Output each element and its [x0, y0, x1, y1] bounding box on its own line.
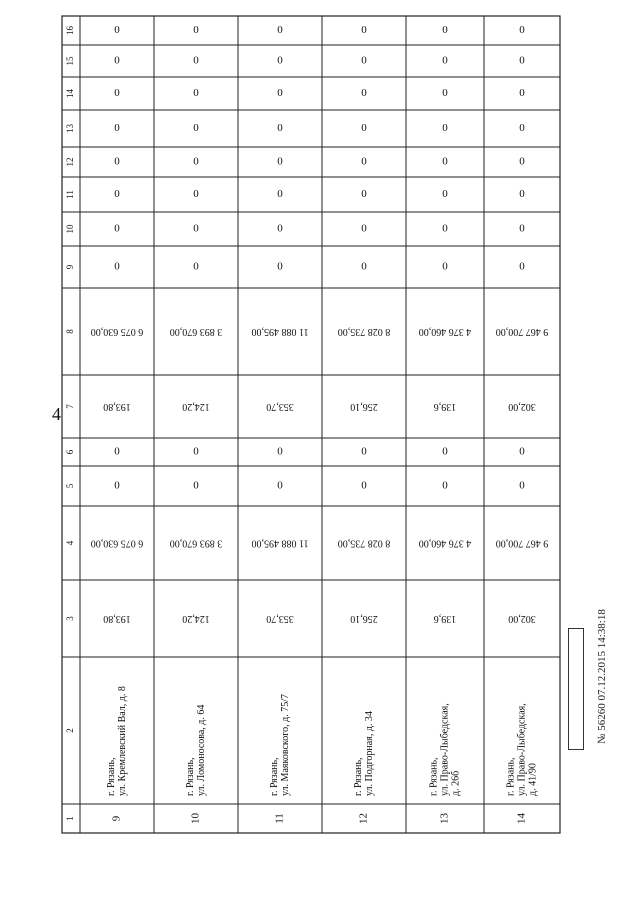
zero-cell: 0	[193, 222, 199, 235]
area-cell: 124,20	[182, 401, 210, 413]
column-number-14: 14	[65, 89, 76, 98]
address-line: г. Рязань,	[105, 757, 117, 796]
zero-cell: 0	[361, 87, 367, 100]
address-line: ул. Право-Лыбедская,	[439, 703, 451, 796]
column-number-9: 9	[65, 264, 76, 270]
registration-stamp	[568, 628, 584, 750]
value-cell: 8 028 735,00	[337, 326, 391, 338]
zero-cell: 0	[193, 479, 199, 492]
zero-cell: 0	[193, 54, 199, 67]
zero-cell: 0	[442, 54, 448, 67]
address-line: ул. Ломоносова, д. 64	[195, 704, 207, 796]
zero-cell: 0	[361, 222, 367, 235]
value-cell: 6 075 630,00	[90, 326, 144, 338]
column-number-12: 12	[65, 157, 76, 167]
zero-cell: 0	[442, 87, 448, 100]
address-line: д. 26б	[450, 770, 462, 796]
area-cell: 302,00	[508, 401, 536, 413]
value-cell: 4 376 460,00	[418, 537, 472, 549]
column-number-4: 4	[65, 540, 76, 546]
zero-cell: 0	[277, 155, 283, 168]
address-line: г. Рязань,	[428, 757, 440, 796]
value-cell: 9 467 700,00	[495, 326, 549, 338]
address-line: ул. Маяковского, д. 75/7	[279, 693, 291, 796]
area-cell: 139,6	[433, 401, 457, 413]
row-number-cell: 14	[515, 813, 528, 824]
zero-cell: 0	[114, 24, 120, 37]
zero-cell: 0	[519, 222, 525, 235]
column-number-2: 2	[65, 728, 76, 733]
zero-cell: 0	[193, 24, 199, 37]
column-number-1: 1	[65, 816, 76, 821]
table-border	[62, 16, 560, 833]
zero-cell: 0	[193, 87, 199, 100]
page-number: 4	[52, 404, 61, 424]
zero-cell: 0	[442, 24, 448, 37]
address-line: ул. Подгорная, д. 34	[363, 711, 375, 796]
zero-cell: 0	[277, 445, 283, 458]
zero-cell: 0	[361, 24, 367, 37]
address-line: ул. Кремлевский Вал, д. 8	[116, 686, 128, 796]
area-cell: 139,6	[433, 613, 457, 625]
zero-cell: 0	[519, 54, 525, 67]
row-number-cell: 10	[189, 813, 202, 824]
area-cell: 302,00	[508, 613, 536, 625]
zero-cell: 0	[114, 222, 120, 235]
zero-cell: 0	[114, 188, 120, 201]
area-cell: 193,80	[103, 401, 131, 413]
zero-cell: 0	[114, 54, 120, 67]
zero-cell: 0	[361, 54, 367, 67]
zero-cell: 0	[442, 155, 448, 168]
address-line: г. Рязань,	[352, 757, 364, 796]
row-number-cell: 11	[273, 813, 286, 824]
area-cell: 353,70	[266, 401, 294, 413]
address-line: г. Рязань,	[268, 757, 280, 796]
row-number-cell: 13	[438, 813, 451, 824]
value-cell: 3 893 670,00	[169, 537, 223, 549]
zero-cell: 0	[442, 222, 448, 235]
zero-cell: 0	[193, 260, 199, 273]
zero-cell: 0	[277, 222, 283, 235]
column-number-11: 11	[65, 190, 76, 199]
zero-cell: 0	[277, 260, 283, 273]
value-cell: 11 088 495,00	[251, 537, 309, 549]
zero-cell: 0	[277, 122, 283, 135]
column-number-10: 10	[65, 224, 76, 234]
address-line: г. Рязань,	[184, 757, 196, 796]
zero-cell: 0	[361, 445, 367, 458]
area-cell: 193,80	[103, 613, 131, 625]
zero-cell: 0	[193, 188, 199, 201]
document-number-footer: № 56260 07.12.2015 14:38:18	[596, 609, 608, 744]
row-number-cell: 12	[357, 813, 370, 824]
zero-cell: 0	[519, 122, 525, 135]
zero-cell: 0	[193, 445, 199, 458]
zero-cell: 0	[361, 122, 367, 135]
address-line: ул. Право-Лыбедская,	[516, 703, 528, 796]
zero-cell: 0	[114, 155, 120, 168]
column-number-15: 15	[65, 56, 76, 66]
column-number-8: 8	[65, 329, 76, 334]
zero-cell: 0	[277, 54, 283, 67]
column-number-3: 3	[65, 616, 76, 621]
value-cell: 11 088 495,00	[251, 326, 309, 338]
value-cell: 9 467 700,00	[495, 537, 549, 549]
area-cell: 256,10	[350, 613, 378, 625]
zero-cell: 0	[519, 155, 525, 168]
zero-cell: 0	[277, 87, 283, 100]
zero-cell: 0	[519, 445, 525, 458]
zero-cell: 0	[361, 479, 367, 492]
zero-cell: 0	[519, 188, 525, 201]
value-cell: 3 893 670,00	[169, 326, 223, 338]
zero-cell: 0	[114, 87, 120, 100]
value-cell: 6 075 630,00	[90, 537, 144, 549]
zero-cell: 0	[114, 479, 120, 492]
zero-cell: 0	[361, 260, 367, 273]
zero-cell: 0	[114, 445, 120, 458]
area-cell: 353,70	[266, 613, 294, 625]
zero-cell: 0	[193, 122, 199, 135]
column-number-7: 7	[65, 404, 76, 409]
zero-cell: 0	[519, 479, 525, 492]
address-line: г. Рязань,	[505, 757, 517, 796]
row-number-cell: 9	[110, 815, 123, 822]
zero-cell: 0	[442, 122, 448, 135]
column-number-13: 13	[65, 124, 76, 133]
zero-cell: 0	[277, 24, 283, 37]
zero-cell: 0	[361, 155, 367, 168]
column-number-16: 16	[65, 26, 76, 35]
area-cell: 124,20	[182, 613, 210, 625]
column-number-6: 6	[65, 449, 76, 455]
zero-cell: 0	[114, 122, 120, 135]
column-number-5: 5	[65, 483, 76, 489]
area-cell: 256,10	[350, 401, 378, 413]
value-cell: 4 376 460,00	[418, 326, 472, 338]
value-cell: 8 028 735,00	[337, 537, 391, 549]
zero-cell: 0	[442, 260, 448, 273]
zero-cell: 0	[442, 479, 448, 492]
zero-cell: 0	[519, 24, 525, 37]
zero-cell: 0	[277, 479, 283, 492]
zero-cell: 0	[519, 260, 525, 273]
zero-cell: 0	[519, 87, 525, 100]
zero-cell: 0	[193, 155, 199, 168]
zero-cell: 0	[442, 188, 448, 201]
zero-cell: 0	[277, 188, 283, 201]
zero-cell: 0	[442, 445, 448, 458]
address-line: д. 41/90	[527, 763, 539, 796]
zero-cell: 0	[114, 260, 120, 273]
zero-cell: 0	[361, 188, 367, 201]
